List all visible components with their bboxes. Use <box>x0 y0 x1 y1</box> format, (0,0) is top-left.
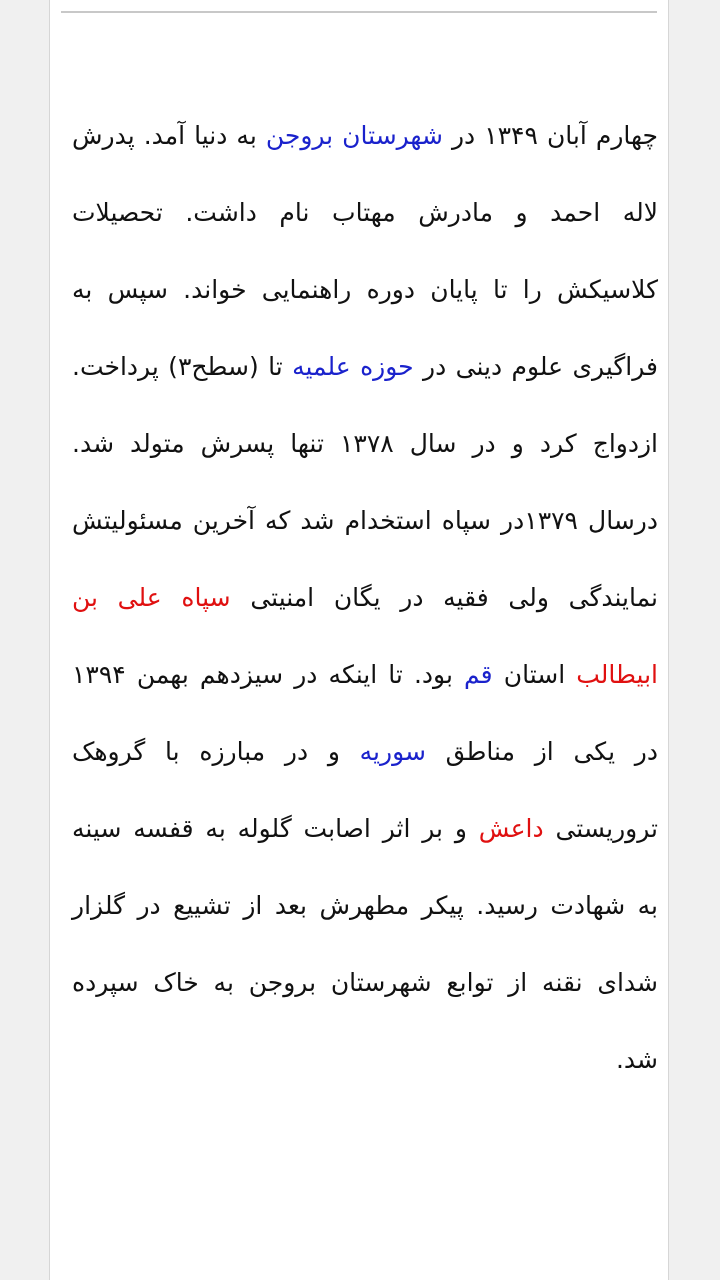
article-text: و بر اثر اصابت گلوله به قفسه سینه به شهادت رسید. پیکر مطهرش بعد از تشییع در گلزار شدای نقنه از توابع شهرستان بروجن به خاک سپرده شد. <box>72 814 658 1074</box>
link-sepah-ali-ibn-abitalib[interactable]: سپاه علی بن ابیطالب <box>72 583 658 689</box>
article-paragraph <box>72 97 658 1098</box>
article-text: چهارم آبان ۱۳۴۹ در <box>442 121 658 150</box>
link-daesh[interactable]: داعش <box>478 814 544 843</box>
link-hawzah-elmiyeh[interactable]: حوزه علمیه <box>292 352 414 381</box>
link-qom[interactable]: قم <box>464 660 493 689</box>
article-text: تا (سطح۳) پرداخت. ازدواج کرد و در سال ۱۳۷۸ تنها پسرش متولد شد. درسال ۱۳۷۹در سپاه استخدام شد که آخرین مسئولیتش نمایندگی ولی فقیه در یگان امنیتی <box>72 352 658 612</box>
article-page <box>49 0 669 1280</box>
link-syria[interactable]: سوریه <box>359 737 426 766</box>
article-text: بود. تا اینکه در سیزدهم بهمن ۱۳۹۴ در یکی از مناطق <box>72 660 658 766</box>
article-text: به دنیا آمد. پدرش لاله احمد و مادرش مهتاب نام داشت. تحصیلات کلاسیکش را تا پایان دوره راهنمایی خواند. سپس به فراگیری علوم دینی در <box>72 121 658 381</box>
article-text: و در مبارزه با گروهک تروریستی <box>72 737 658 843</box>
link-burujen-county[interactable]: شهرستان بروجن <box>265 121 443 150</box>
article-text: استان <box>492 660 577 689</box>
section-divider <box>61 11 657 13</box>
